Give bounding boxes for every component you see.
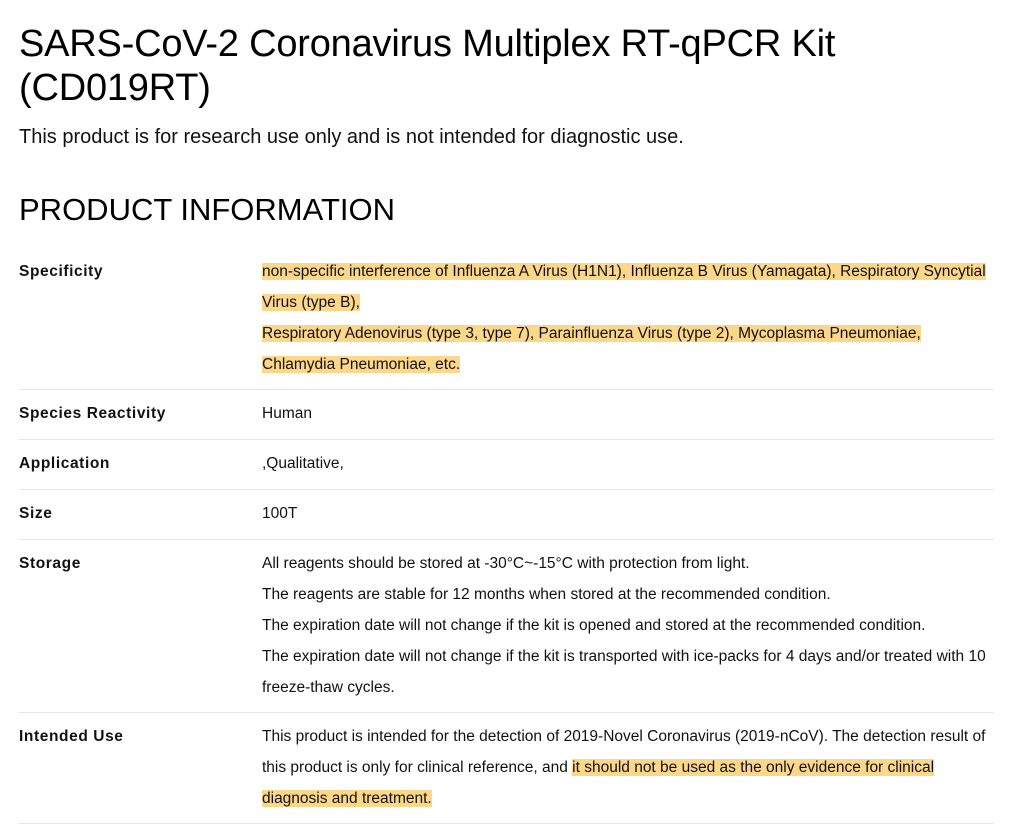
storage-line-2: The reagents are stable for 12 months when stored at the recommended condition. bbox=[262, 586, 831, 603]
row-size bbox=[19, 490, 994, 540]
row-intended-use bbox=[19, 713, 994, 824]
row-application bbox=[19, 440, 994, 490]
intended-use-label: Intended Use bbox=[19, 728, 124, 745]
row-storage bbox=[19, 540, 994, 713]
species-reactivity-value: Human bbox=[262, 405, 312, 422]
specificity-line-2 bbox=[262, 318, 994, 380]
specificity-highlight-1: non-specific interference of Influenza A Virus (H1N1), Influenza B Virus (Yamagata), Respiratory Syncytial Virus (type B), bbox=[262, 263, 986, 311]
intended-use-highlight: it should not be used as the only evidence for clinical diagnosis and treatment. bbox=[262, 759, 935, 807]
species-reactivity-label: Species Reactivity bbox=[19, 405, 166, 422]
page-title: SARS-CoV-2 Coronavirus Multiplex RT-qPCR Kit (CD019RT) bbox=[19, 23, 836, 109]
storage-line-3: The expiration date will not change if the kit is opened and stored at the recommended condition. bbox=[262, 617, 926, 634]
storage-line-1: All reagents should be stored at -30°C~-15°C with protection from light. bbox=[262, 555, 750, 572]
storage-value bbox=[262, 540, 994, 713]
storage-label: Storage bbox=[19, 555, 81, 572]
application-label: Application bbox=[19, 455, 110, 472]
storage-line-4: The expiration date will not change if the kit is transported with ice-packs for 4 days and/or treated with 10 freeze-thaw cycles. bbox=[262, 648, 986, 696]
size-value: 100T bbox=[262, 505, 298, 522]
specificity-highlight-2: Respiratory Adenovirus (type 3, type 7), Parainfluenza Virus (type 2), Mycoplasma Pneumoniae, Chlamydia Pneumoniae, etc. bbox=[262, 325, 921, 373]
size-label: Size bbox=[19, 505, 53, 522]
row-specificity bbox=[19, 248, 994, 390]
intended-use-text: This product is intended for the detection of 2019-Novel Coronavirus (2019-nCoV). The detection result of this product is only for clinical reference, and bbox=[262, 728, 986, 776]
specificity-line-1 bbox=[262, 256, 994, 318]
row-species-reactivity bbox=[19, 390, 994, 440]
product-information-table bbox=[19, 248, 994, 824]
specificity-value bbox=[262, 248, 994, 390]
application-value: ,Qualitative, bbox=[262, 455, 344, 472]
intended-use-value bbox=[262, 713, 994, 824]
research-use-disclaimer: This product is for research use only and is not intended for diagnostic use. bbox=[19, 126, 684, 148]
section-heading-product-information: PRODUCT INFORMATION bbox=[19, 192, 396, 227]
product-page bbox=[19, 22, 994, 824]
specificity-label: Specificity bbox=[19, 263, 104, 280]
